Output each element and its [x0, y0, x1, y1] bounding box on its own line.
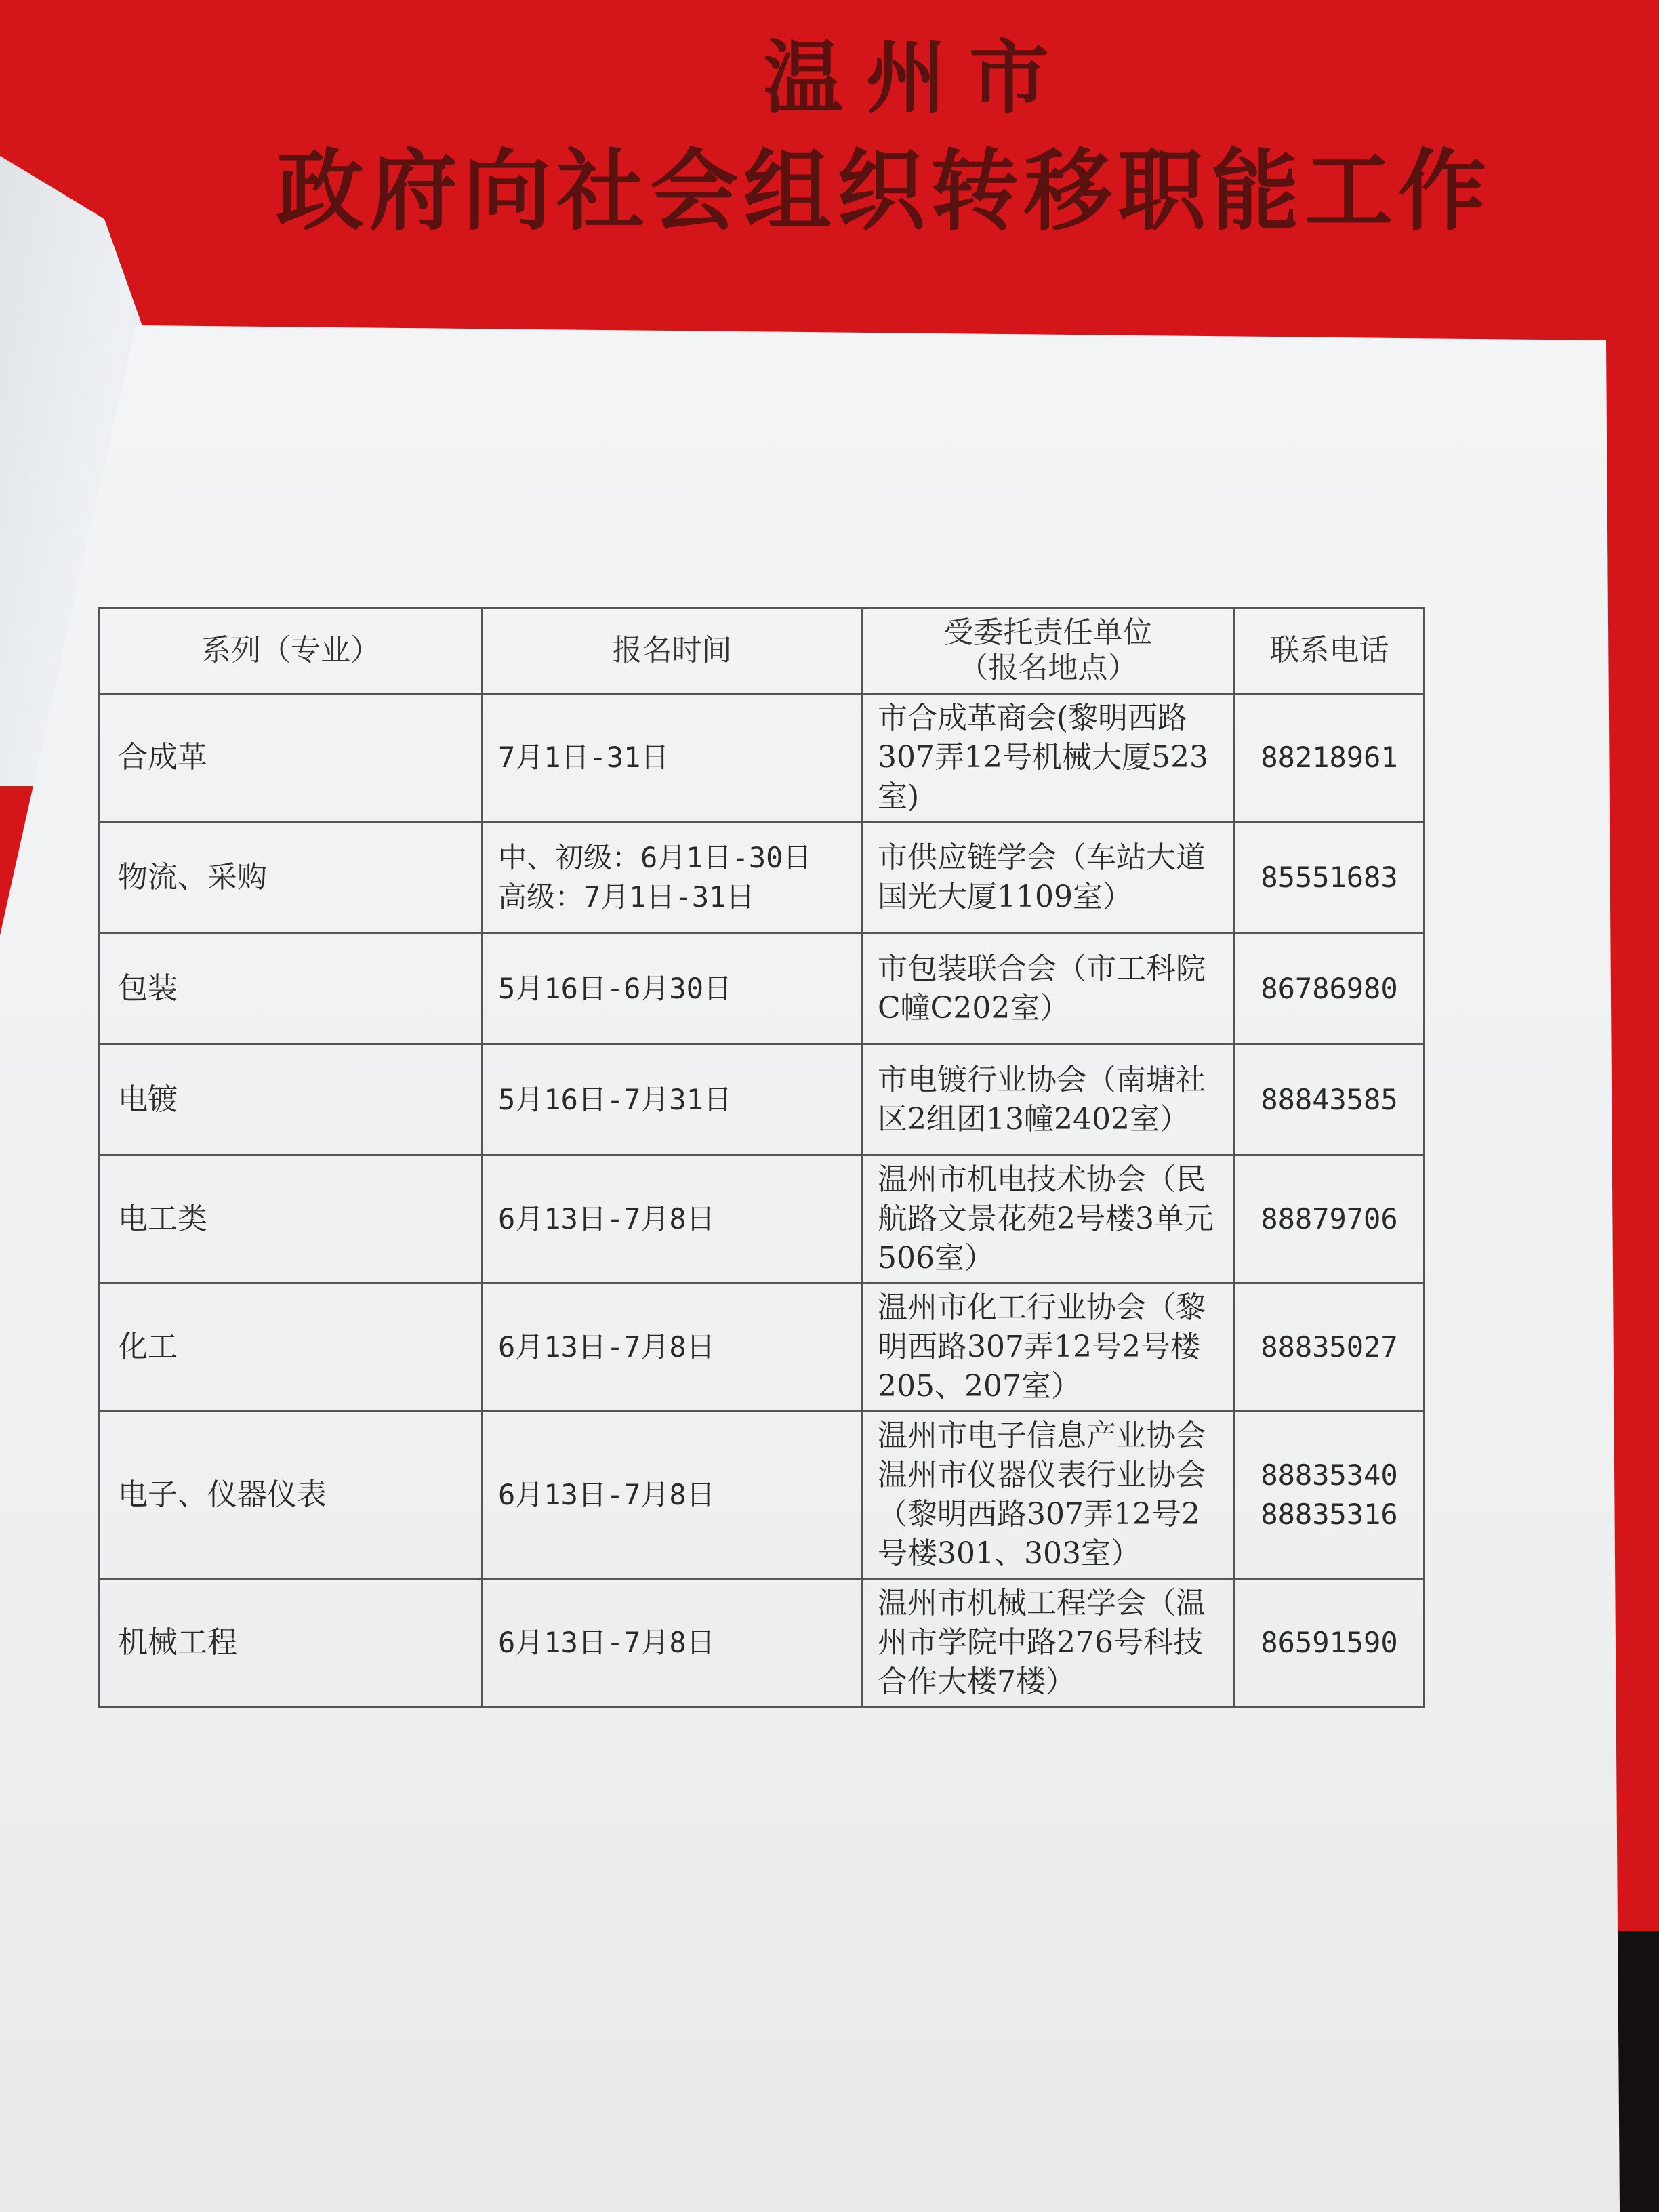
- cell-unit: 温州市机械工程学会（温州市学院中路276号科技合作大楼7楼）: [862, 1579, 1235, 1707]
- table-row: [100, 1155, 1425, 1284]
- table-row: [100, 1044, 1425, 1155]
- header-category: 系列（专业）: [100, 608, 483, 694]
- cell-time: 6月13日-7月8日: [483, 1284, 862, 1412]
- cell-category: 电镀: [100, 1044, 483, 1155]
- header-unit: 受委托责任单位 （报名地点）: [862, 608, 1235, 694]
- table-header-row: [100, 608, 1425, 694]
- cell-time: 6月13日-7月8日: [483, 1579, 862, 1707]
- cell-time: 6月13日-7月8日: [483, 1412, 862, 1579]
- table-row: [100, 1284, 1425, 1412]
- cell-category: 包装: [100, 933, 483, 1044]
- cell-phone: 86786980: [1235, 933, 1425, 1044]
- table-row: [100, 1579, 1425, 1707]
- cell-unit: 市电镀行业协会（南塘社区2组团13幢2402室）: [862, 1044, 1235, 1155]
- cell-category: 机械工程: [100, 1579, 483, 1707]
- cell-category: 化工: [100, 1284, 483, 1412]
- cover-title-line2: 政府向社会组织转移职能工作: [275, 139, 1492, 243]
- registration-table-container: [98, 607, 1423, 1708]
- cell-phone: 85551683: [1235, 822, 1425, 933]
- cell-unit: 市合成革商会(黎明西路307弄12号机械大厦523室): [862, 694, 1235, 822]
- cell-unit: 温州市机电技术协会（民航路文景花苑2号楼3单元506室）: [862, 1155, 1235, 1284]
- cell-unit: 市供应链学会（车站大道国光大厦1109室）: [862, 822, 1235, 933]
- cell-category: 合成革: [100, 694, 483, 822]
- cell-category: 物流、采购: [100, 822, 483, 933]
- cell-phone: 88835340 88835316: [1235, 1412, 1425, 1579]
- cell-unit: 温州市化工行业协会（黎明西路307弄12号2号楼205、207室）: [862, 1284, 1235, 1412]
- cell-phone: 88835027: [1235, 1284, 1425, 1412]
- cell-unit: 温州市电子信息产业协会 温州市仪器仪表行业协会（黎明西路307弄12号2号楼301、303室）: [862, 1412, 1235, 1579]
- registration-table: [98, 607, 1425, 1708]
- header-time: 报名时间: [483, 608, 862, 694]
- cell-time: 7月1日-31日: [483, 694, 862, 822]
- cell-time: 6月13日-7月8日: [483, 1155, 862, 1284]
- cell-category: 电工类: [100, 1155, 483, 1284]
- table-row: [100, 822, 1425, 933]
- cell-category: 电子、仪器仪表: [100, 1412, 483, 1579]
- cell-unit: 市包装联合会（市工科院C幢C202室）: [862, 933, 1235, 1044]
- cell-time: 中、初级：6月1日-30日 高级：7月1日-31日: [483, 822, 862, 933]
- cover-title-line1: 温州市: [762, 30, 1072, 125]
- cell-phone: 88879706: [1235, 1155, 1425, 1284]
- cell-phone: 88218961: [1235, 694, 1425, 822]
- header-phone: 联系电话: [1235, 608, 1425, 694]
- table-row: [100, 1412, 1425, 1579]
- cell-phone: 86591590: [1235, 1579, 1425, 1707]
- cell-time: 5月16日-6月30日: [483, 933, 862, 1044]
- table-row: [100, 933, 1425, 1044]
- cell-time: 5月16日-7月31日: [483, 1044, 862, 1155]
- table-row: [100, 694, 1425, 822]
- cell-phone: 88843585: [1235, 1044, 1425, 1155]
